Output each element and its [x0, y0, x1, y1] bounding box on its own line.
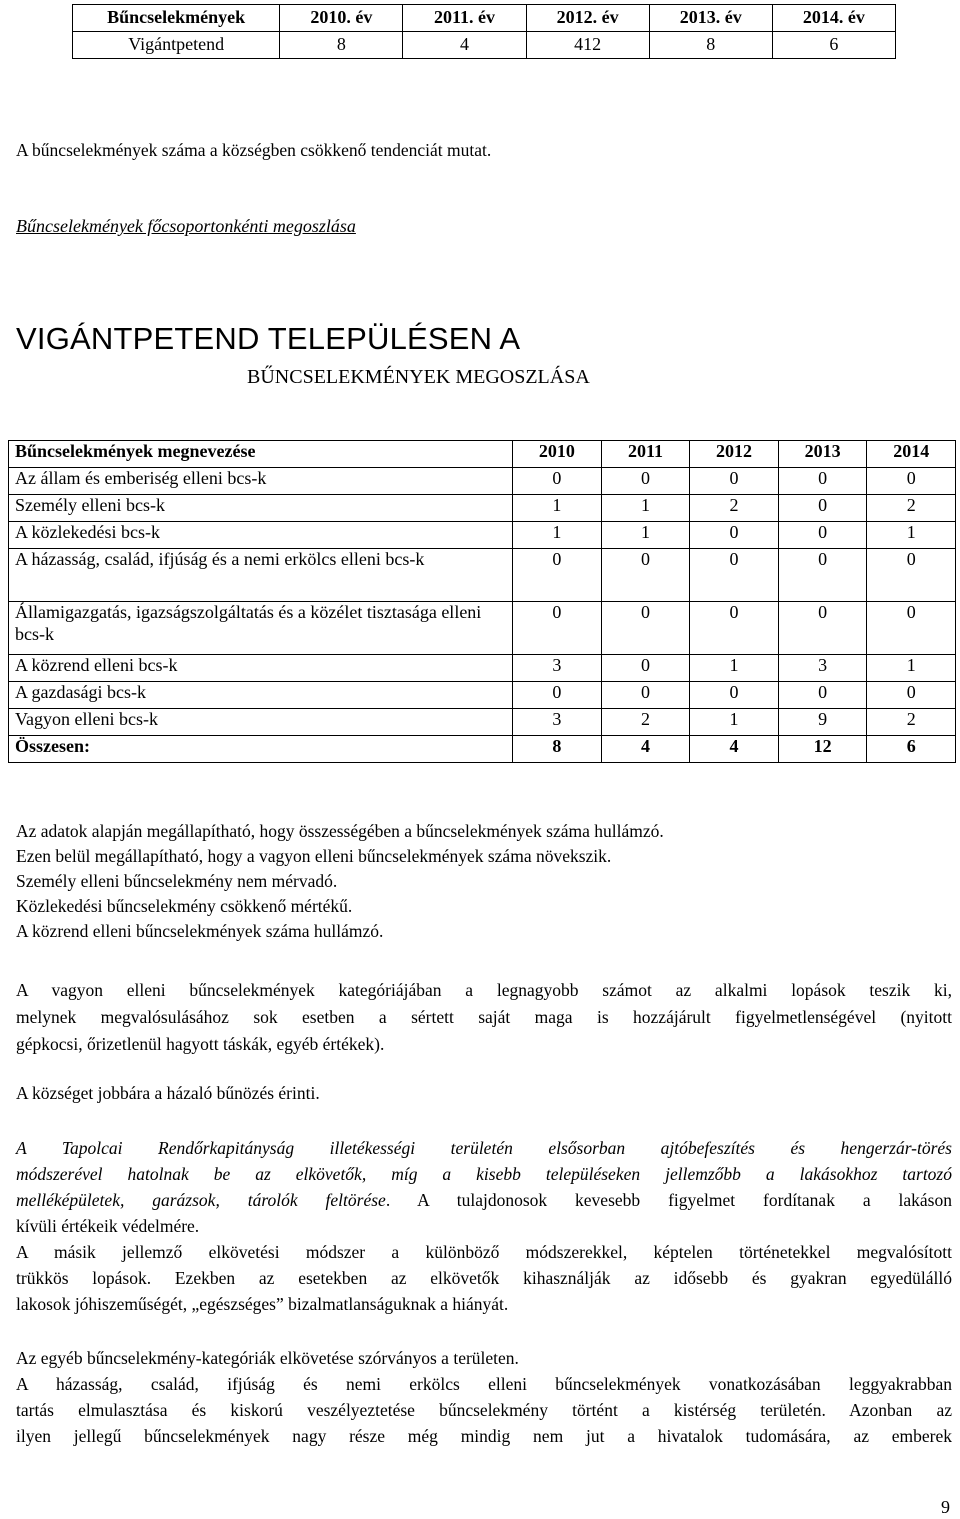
- intro-sentence: A bűncselekmények száma a községben csökkenő tendenciát mutat.: [16, 140, 492, 160]
- table-row: [9, 468, 956, 495]
- paragraph-line: lakosok jóhiszeműségét, „egészséges” bizalmatlanságuknak a hiányát.: [16, 1294, 509, 1314]
- category-value: 0: [690, 602, 779, 655]
- category-name: Államigazgatás, igazságszolgáltatás és a közélet tisztasága elleni bcs-k: [9, 602, 513, 655]
- category-value: 0: [601, 655, 690, 682]
- yearly-header-cell: 2010. év: [280, 5, 403, 32]
- table-row: [9, 602, 956, 655]
- paragraph-line: [16, 1187, 952, 1213]
- total-value: 12: [778, 736, 867, 763]
- page-title: VIGÁNTPETEND TELEPÜLÉSEN A: [16, 321, 521, 356]
- paragraph-line: Az egyéb bűncselekmény-kategóriák elkövetése szórványos a területen.: [16, 1348, 519, 1368]
- category-value: 0: [778, 468, 867, 495]
- category-value: 0: [867, 549, 956, 602]
- table-row: [9, 495, 956, 522]
- category-value: 0: [513, 682, 602, 709]
- category-value: 9: [778, 709, 867, 736]
- category-value: 1: [513, 522, 602, 549]
- category-value: 0: [778, 602, 867, 655]
- burglary-paragraph: A községet jobbára a házaló bűnözés érinti.: [16, 1083, 320, 1103]
- paragraph-line: kívüli értékeik védelmére.: [16, 1216, 200, 1236]
- category-value: 0: [513, 549, 602, 602]
- category-value: 0: [778, 549, 867, 602]
- total-label: Összesen:: [9, 736, 513, 763]
- yearly-cell: 4: [403, 32, 526, 59]
- section-heading: Bűncselekmények főcsoportonkénti megoszlása: [16, 216, 356, 236]
- yearly-crime-table: [72, 4, 896, 59]
- paragraph-line: trükkös lopások. Ezekben az esetekben az elkövetők kihasználják az idősebb és gyakran egyedülálló: [16, 1268, 952, 1288]
- category-header-cell: 2011: [601, 441, 690, 468]
- crime-category-table: [8, 440, 956, 763]
- yearly-table-header-row: [73, 5, 896, 32]
- plain-text: . A tulajdonosok kevesebb figyelmet fordítanak a lakáson: [385, 1190, 952, 1210]
- category-name: A közlekedési bcs-k: [9, 522, 513, 549]
- paragraph-line: tartás elmulasztása és kiskorú veszélyeztetése bűncselekmény történt a kistérség területén. Azonban az: [16, 1400, 952, 1420]
- category-value: 2: [867, 495, 956, 522]
- yearly-cell: 6: [772, 32, 895, 59]
- category-value: 0: [601, 468, 690, 495]
- table-row: [9, 655, 956, 682]
- yearly-cell: 8: [280, 32, 403, 59]
- category-value: 1: [601, 495, 690, 522]
- paragraph-line: gépkocsi, őrizetlenül hagyott táskák, egyéb értékek).: [16, 1034, 385, 1054]
- finding-line: A közrend elleni bűncselekmények száma hullámzó.: [16, 921, 384, 941]
- yearly-header-cell: 2013. év: [649, 5, 772, 32]
- category-value: 0: [690, 549, 779, 602]
- category-value: 0: [513, 602, 602, 655]
- category-name: A gazdasági bcs-k: [9, 682, 513, 709]
- category-value: 0: [601, 549, 690, 602]
- category-value: 0: [867, 602, 956, 655]
- table-row: [9, 709, 956, 736]
- category-value: 0: [778, 495, 867, 522]
- category-value: 0: [778, 522, 867, 549]
- total-value: 4: [601, 736, 690, 763]
- paragraph-line: A házasság, család, ifjúság és nemi erkölcs elleni bűncselekmények vonatkozásában leggyakrabban: [16, 1374, 952, 1394]
- category-header-cell: 2014: [867, 441, 956, 468]
- paragraph-line: melynek megvalósulásához sok esetben a sértett saját maga is hozzájárult figyelmetlenségével (nyitott: [16, 1007, 952, 1027]
- yearly-header-cell: 2014. év: [772, 5, 895, 32]
- page-number: 9: [941, 1497, 950, 1517]
- total-value: 8: [513, 736, 602, 763]
- category-value: 3: [513, 709, 602, 736]
- yearly-cell: 412: [526, 32, 649, 59]
- paragraph-line: ilyen jellegű bűncselekmények nagy része még mindig nem jut a hivatalok tudomására, az emberek: [16, 1426, 952, 1446]
- category-value: 0: [690, 682, 779, 709]
- finding-line: Ezen belül megállapítható, hogy a vagyon elleni bűncselekmények száma növekszik.: [16, 846, 612, 866]
- category-value: 0: [690, 522, 779, 549]
- category-header-cell: 2012: [690, 441, 779, 468]
- yearly-table-row: [73, 32, 896, 59]
- category-name: Személy elleni bcs-k: [9, 495, 513, 522]
- table-row: [9, 522, 956, 549]
- category-header-cell: 2010: [513, 441, 602, 468]
- table-row: [9, 549, 956, 602]
- table-row: [9, 682, 956, 709]
- category-name: Az állam és emberiség elleni bcs-k: [9, 468, 513, 495]
- category-value: 0: [513, 468, 602, 495]
- category-value: 0: [867, 468, 956, 495]
- paragraph-line: módszerével hatolnak be az elkövetők, míg a kisebb településeken jellemzőbb a lakásokhoz tartozó: [16, 1164, 952, 1184]
- category-value: 0: [601, 682, 690, 709]
- italic-text: melléképületek, garázsok, tárolók feltörése: [16, 1190, 386, 1210]
- category-value: 2: [867, 709, 956, 736]
- paragraph-line: A vagyon elleni bűncselekmények kategóriájában a legnagyobb számot az alkalmi lopások teszik ki,: [16, 980, 952, 1000]
- finding-line: Közlekedési bűncselekmény csökkenő mértékű.: [16, 896, 353, 916]
- paragraph-line: A Tapolcai Rendőrkapitányság illetékességi területén elsősorban ajtóbefeszítés és hengerzár-törés: [16, 1138, 952, 1158]
- tapolca-paragraph: [16, 1135, 952, 1317]
- total-row: [9, 736, 956, 763]
- category-value: 1: [867, 655, 956, 682]
- category-name: A házasság, család, ifjúság és a nemi erkölcs elleni bcs-k: [9, 549, 513, 602]
- category-value: 1: [690, 655, 779, 682]
- category-value: 1: [601, 522, 690, 549]
- yearly-cell: 8: [649, 32, 772, 59]
- category-value: 2: [690, 495, 779, 522]
- category-header-cell: Bűncselekmények megnevezése: [9, 441, 513, 468]
- category-header-cell: 2013: [778, 441, 867, 468]
- category-name: A közrend elleni bcs-k: [9, 655, 513, 682]
- yearly-header-cell: 2011. év: [403, 5, 526, 32]
- page-subtitle: BŰNCSELEKMÉNYEK MEGOSZLÁSA: [247, 366, 590, 388]
- category-value: 3: [513, 655, 602, 682]
- finding-line: Személy elleni bűncselekmény nem mérvadó.: [16, 871, 338, 891]
- category-value: 3: [778, 655, 867, 682]
- yearly-header-cell: 2012. év: [526, 5, 649, 32]
- category-name: Vagyon elleni bcs-k: [9, 709, 513, 736]
- category-value: 0: [690, 468, 779, 495]
- other-crimes-paragraph: [16, 1345, 952, 1449]
- category-value: 2: [601, 709, 690, 736]
- category-value: 0: [601, 602, 690, 655]
- property-crime-paragraph: [16, 977, 952, 1058]
- yearly-cell: Vigántpetend: [73, 32, 280, 59]
- paragraph-line: A másik jellemző elkövetési módszer a különböző módszerekkel, képtelen történetekkel megvalósított: [16, 1242, 952, 1262]
- total-value: 6: [867, 736, 956, 763]
- category-value: 0: [778, 682, 867, 709]
- finding-line: Az adatok alapján megállapítható, hogy összességében a bűncselekmények száma hullámzó.: [16, 821, 664, 841]
- category-value: 0: [867, 682, 956, 709]
- category-table-header-row: [9, 441, 956, 468]
- category-value: 1: [513, 495, 602, 522]
- category-value: 1: [690, 709, 779, 736]
- yearly-header-cell: Bűncselekmények: [73, 5, 280, 32]
- total-value: 4: [690, 736, 779, 763]
- category-value: 1: [867, 522, 956, 549]
- findings-block: [16, 819, 664, 944]
